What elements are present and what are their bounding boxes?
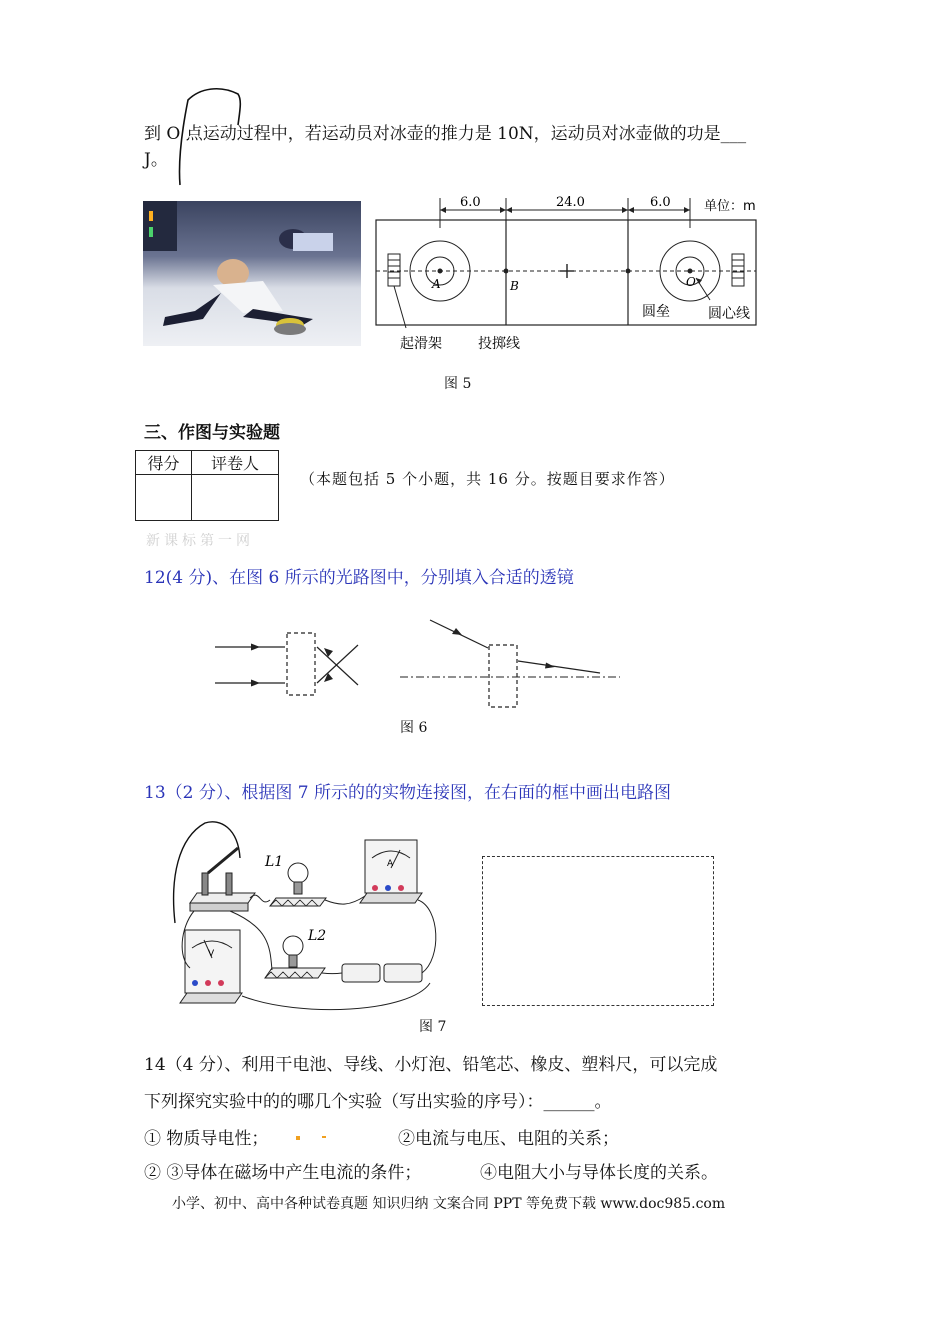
score-table <box>135 450 279 521</box>
option-3: ② ③导体在磁场中产生电流的条件； <box>144 1163 422 1183</box>
grader-header: 评卷人 <box>192 451 279 475</box>
section-instruction: （本题包括 5 个小题，共 16 分。按题目要求作答） <box>300 470 675 488</box>
figure-5-caption: 图 5 <box>444 376 472 392</box>
voltmeter-label: V <box>208 949 215 959</box>
option-4: ④电阻大小与导体长度的关系。 <box>480 1163 718 1183</box>
figure-7-circuit-photo <box>160 818 450 1018</box>
figure-7-caption: 图 7 <box>419 1019 447 1035</box>
circuit-drawing-box[interactable] <box>482 856 714 1006</box>
throw-line-label: 投掷线 <box>478 336 520 352</box>
lamp-l2-label: L2 <box>308 928 327 944</box>
option-2: ②电流与电压、电阻的关系； <box>398 1129 619 1149</box>
top-line-2: J。 <box>144 150 168 170</box>
section-3-title: 三、作图与实验题 <box>144 423 280 443</box>
watermark-text: 新课标第一网 <box>146 533 254 549</box>
unit-label: 单位：m <box>704 199 756 214</box>
center-line-label: 圆心线 <box>708 306 750 322</box>
point-a-label: A <box>432 277 441 291</box>
slider-label: 起滑架 <box>400 336 442 352</box>
figure-6-light-paths <box>210 615 630 715</box>
top-line-1: 到 O 点运动过程中，若运动员对冰壶的推力是 10N，运动员对冰壶做的功是___ <box>144 124 747 144</box>
point-o-label: O <box>686 275 696 289</box>
mark-dash <box>322 1136 326 1138</box>
house-label: 圆垒 <box>642 304 670 320</box>
lens-box-1 <box>287 633 315 695</box>
point-b-label: B <box>510 279 519 293</box>
option-1: ① 物质导电性； <box>144 1129 269 1149</box>
dim-label-1: 6.0 <box>460 195 481 210</box>
figure-6-caption: 图 6 <box>400 720 428 736</box>
question-14-line-2: 下列探究实验中的的哪几个实验（写出实验的序号）：______。 <box>144 1092 612 1112</box>
lens-box-2 <box>489 645 517 707</box>
score-header: 得分 <box>136 451 192 475</box>
curling-photo <box>143 201 361 346</box>
question-14-line-1: 14（4 分）、利用干电池、导线、小灯泡、铅笔芯、橡皮、塑料尺，可以完成 <box>144 1055 718 1075</box>
grader-cell[interactable] <box>192 475 279 521</box>
mark-dot <box>296 1136 300 1140</box>
question-13: 13（2 分）、根据图 7 所示的的实物连接图，在右面的框中画出电路图 <box>144 783 671 803</box>
footer-text: 小学、初中、高中各种试卷真题 知识归纳 文案合同 PPT 等免费下载 www.doc985.com <box>172 1196 726 1212</box>
dim-label-2: 24.0 <box>556 195 585 210</box>
curling-sheet-diagram <box>370 188 765 356</box>
question-12: 12(4 分)、在图 6 所示的光路图中，分别填入合适的透镜 <box>144 568 574 588</box>
lamp-l1-label: L1 <box>265 854 284 870</box>
score-cell[interactable] <box>136 475 192 521</box>
ammeter-label: A <box>387 859 394 869</box>
dim-label-3: 6.0 <box>650 195 671 210</box>
